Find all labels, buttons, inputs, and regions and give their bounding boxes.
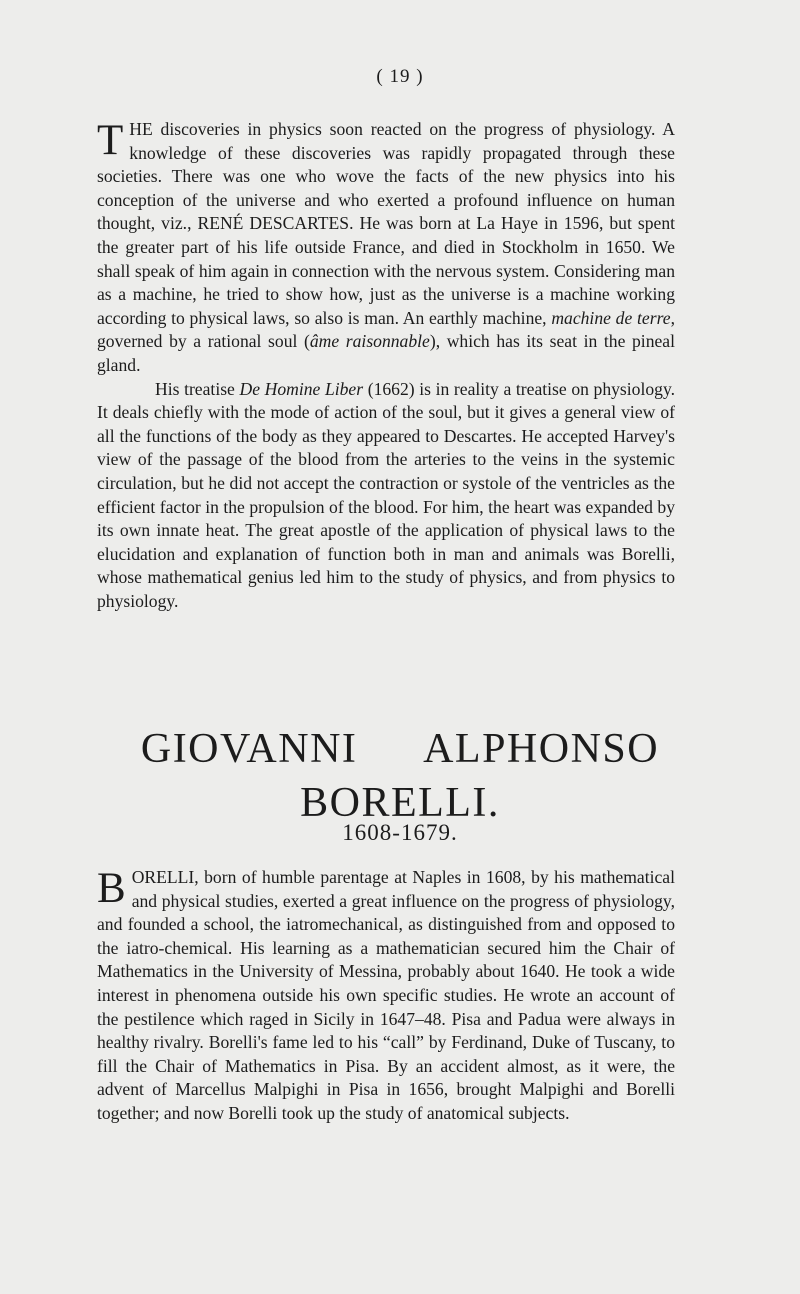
heading-line-2: BORELLI. [300, 780, 500, 826]
descartes-section [97, 118, 675, 613]
paragraph-text: (1662) is in reality a treatise on physiology. It deals chiefly with the mode of action of the soul, but it gives a general view of all the functions of the body as they appeared to Descartes. He accepted Harvey's view of the passage of the blood from the arteries to the veins in the systemic circulation, but he did not accept the contraction or systole of the ventricles as the efficient factor in the propulsion of the blood. For him, the heart was expanded by its own innate heat. The great apostle of the application of physical laws to the elucidation and explanation of function both in man and animals was Borelli, whose mathematical genius led him to the study of physics, and from physics to physiology. [97, 378, 676, 611]
descartes-paragraph-1 [97, 118, 675, 378]
page-number: ( 19 ) [376, 66, 424, 87]
paragraph-text: . He was born at La Haye in 1596, but spent the greater part of his life outside France, and died in Stockholm in 1650. We shall speak of him again in connection with the nervous system. Considering man as a machine, he tried to show how, just as the universe is a machine working according to physical laws, so also is man. An earthly machine, [97, 213, 676, 328]
paragraph-text: , governed by a rational soul ( [97, 307, 675, 352]
paragraph-text: His treatise [155, 378, 240, 399]
italic-phrase: machine de terre [551, 307, 671, 328]
drop-cap-b: B [97, 865, 126, 912]
paragraph-text: ORELLI, born of humble parentage at Naples in 1608, by his mathematical and physical studies, exerted a great influence on the progress of physiology, and founded a school, the iatromechanical, as distinguished from and opposed to the iatro-chemical. His learning as a mathematician secured him the Chair of Mathematics in the University of Messina, probably about 1640. He took a wide interest in phenomena outside his own specific studies. He wrote an account of the pestilence which raged in Sicily in 1647–48. Pisa and Padua were always in healthy rivalry. Borelli's fame led to his “call” by Ferdinand, Duke of Tuscany, to fill the Chair of Mathematics in Pisa. By an accident almost, as it were, the advent of Marcellus Malpighi in Pisa in 1656, brought Malpighi and Borelli together; and now Borelli took up the study of anatomical subjects. [97, 867, 675, 1123]
borelli-section [97, 866, 675, 1126]
heading-line-1: GIOVANNI ALPHONSO [140, 726, 660, 772]
paragraph-text: ), which has its seat in the pineal gland. [97, 331, 676, 375]
borelli-paragraph-1 [97, 866, 675, 1126]
book-title: De Homine Liber [239, 378, 364, 399]
life-dates: 1608-1679. [342, 820, 458, 845]
section-heading [0, 722, 800, 830]
paragraph-text: HE discoveries in physics soon reacted on the progress of physiology. A knowledge of these discoveries was rapidly propagated through these societies. There was one who wove the facts of the new physics into his conception of the universe and who exerted a profound influence on human thought, viz., [97, 119, 675, 234]
descartes-paragraph-2 [97, 378, 675, 614]
descartes-name: RENÉ DESCARTES [197, 213, 350, 234]
drop-cap-t: T [97, 117, 124, 164]
italic-phrase: âme raisonnable [309, 331, 430, 352]
